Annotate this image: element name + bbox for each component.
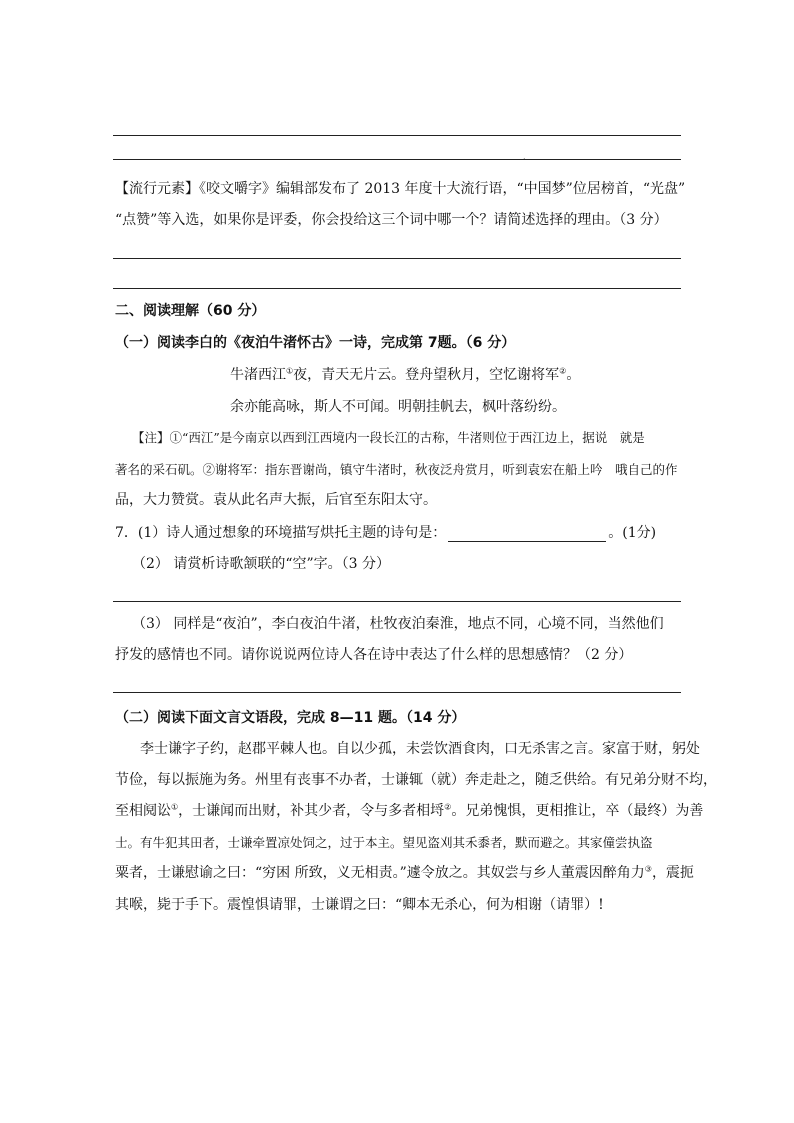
question-7-1-score: 。(1分) xyxy=(608,525,657,541)
note-line-1: 【注】①“西江”是今南京以西到江西境内一段长江的古称，牛渚则位于西江边上，据说 就是 xyxy=(132,430,645,445)
footnote-mark: ① xyxy=(286,366,294,376)
passage-line-2: 节俭，每以振施为务。州里有丧事不办者，士谦辄（就）奔走赴之，随乏供给。有兄弟分财不均， xyxy=(115,772,717,788)
question-7-1-text: 7．(1）诗人通过想象的环境描写烘托主题的诗句是： xyxy=(115,525,447,541)
note-line-2: 著名的采石矶。②谢将军：指东晋谢尚，镇守牛渚时，秋夜泛舟赏月，听到袁宏在船上吟 哦自己的作 xyxy=(115,462,678,477)
question-7-3-line-1: （3） 同样是“夜泊”，李白夜泊牛渚，杜牧夜泊秦淮，地点不同，心境不同，当然他们 xyxy=(132,616,664,632)
footnote-mark: ③ xyxy=(644,864,652,874)
answer-line-1 xyxy=(113,135,681,136)
part1-title: （一）阅读李白的《夜泊牛渚怀古》一诗，完成第 7题。（6 分） xyxy=(115,335,516,351)
answer-line-2 xyxy=(113,159,681,160)
passage-line-6: 其喉，毙于手下。震惶惧请罪，士谦谓之曰：“卿本无杀心，何为相谢（请罪）! xyxy=(115,897,604,913)
stray-dot: . xyxy=(523,152,526,161)
answer-line-5 xyxy=(113,601,681,602)
passage-line-5-b: ，震扼 xyxy=(651,865,694,881)
question-7-1 xyxy=(115,524,656,542)
passage-line-3-b: ，士谦闻而出财，补其少者，令与多者相埒 xyxy=(178,803,445,819)
question-7-3-line-2: 抒发的感情也不同。请你说说两位诗人各在诗中表达了什么样的思想感情？（2 分） xyxy=(115,647,633,663)
answer-line-3 xyxy=(113,258,681,259)
passage-line-3 xyxy=(115,802,703,820)
section-title: 二、阅读理解（60 分） xyxy=(115,303,266,319)
answer-line-6 xyxy=(113,692,681,693)
note-line-3: 品，大力赞赏。袁从此名声大振，后官至东阳太守。 xyxy=(115,492,437,508)
answer-line-4 xyxy=(113,288,681,289)
passage-line-4: 士。有牛犯其田者，士谦牵置凉处饲之，过于本主。望见盗刈其禾黍者，默而避之。其家僮尝执盗 xyxy=(115,835,653,850)
popular-question-line-2: “点赞”等入选，如果你是评委，你会投给这三个词中哪一个？请简述选择的理由。（3 分） xyxy=(115,212,668,228)
passage-line-3-a: 至相阋讼 xyxy=(115,803,171,819)
question-7-2: （2） 请赏析诗歌颔联的“空”字。（3 分） xyxy=(132,556,391,572)
poem-line-1-b: 夜，青天无片云。登舟望秋月，空忆谢将军 xyxy=(293,367,560,383)
footnote-mark: ② xyxy=(444,802,452,812)
poem-line-1-c: 。 xyxy=(566,367,581,383)
poem-line-1-a: 牛渚西江 xyxy=(230,367,286,383)
part2-title: （二）阅读下面文言文语段，完成 8—11 题。（14 分） xyxy=(115,710,466,726)
poem-line-2: 余亦能高咏，斯人不可闻。明朝挂帆去，枫叶落纷纷。 xyxy=(230,399,566,415)
footnote-mark: ① xyxy=(171,802,179,812)
passage-line-5 xyxy=(115,864,694,882)
passage-line-1: 李士谦字子约，赵郡平棘人也。自以少孤，未尝饮酒食肉，口无杀害之言。家富于财，躬处 xyxy=(140,741,700,757)
footnote-mark: ② xyxy=(559,366,567,376)
passage-line-3-c: 。兄弟愧惧，更相推让，卒（最终）为善 xyxy=(451,803,704,819)
passage-line-5-a: 粟者，士谦慰谕之曰：“穷困 所致，义无相责。”遽令放之。其奴尝与乡人董震因醉角力 xyxy=(115,865,645,881)
poem-line-1 xyxy=(230,366,580,384)
answer-blank[interactable] xyxy=(448,527,606,542)
popular-question-line-1: 【流行元素】《咬文嚼字》编辑部发布了 2013 年度十大流行语，“中国梦”位居榜首，“光盘” xyxy=(115,181,686,197)
